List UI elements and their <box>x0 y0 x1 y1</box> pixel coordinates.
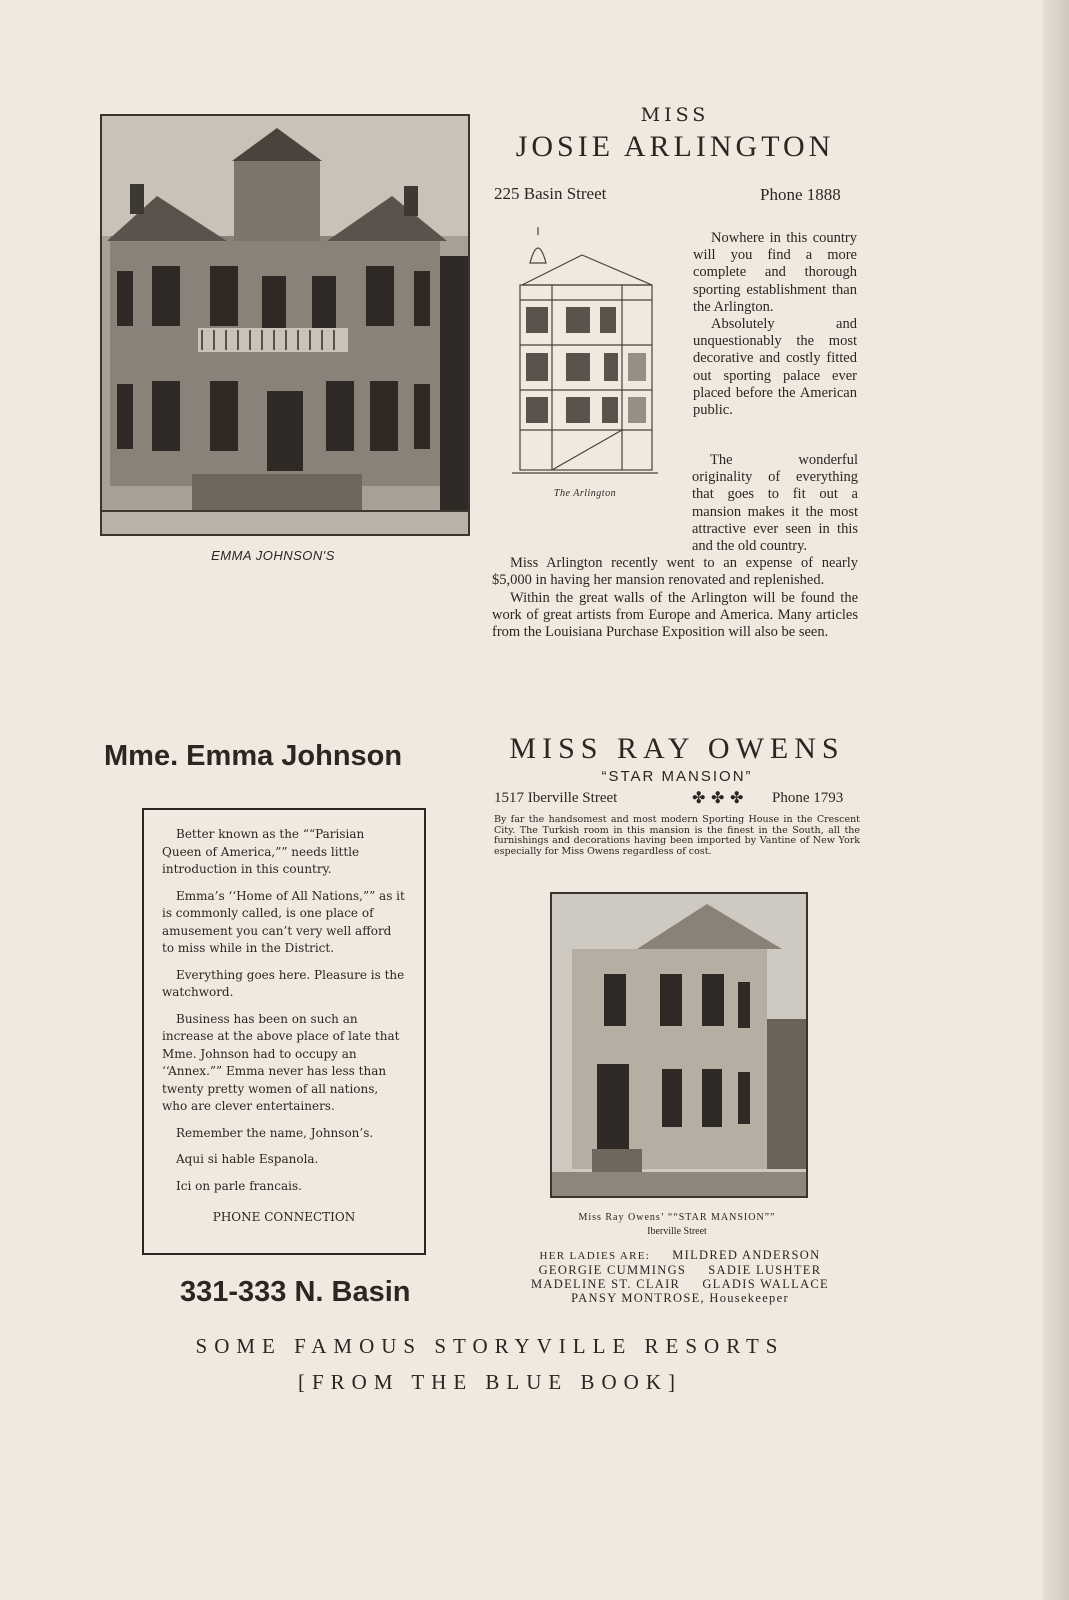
lady-name: GEORGIE CUMMINGS <box>538 1263 687 1277</box>
emma-johnson-photo-caption: EMMA JOHNSON'S <box>211 548 335 563</box>
arlington-body-narrow <box>693 230 857 419</box>
lady-name: MADELINE ST. CLAIR <box>531 1277 681 1291</box>
footer-subtitle: [FROM THE BLUE BOOK] <box>297 1370 683 1394</box>
owens-description: By far the handsomest and most modern Sporting House in the Crescent City. The Turkish room in this mansion is the finest in the South, all the furnishings and decorations having been imported by Vantine of New York especially for Miss Owens regardless of cost. <box>494 814 860 857</box>
star-mansion-caption-1: Miss Ray Owens’ ““STAR MANSION”” <box>578 1212 776 1223</box>
arlington-drawing <box>512 225 658 480</box>
arlington-address: 225 Basin Street <box>494 184 607 203</box>
owens-ladies-block <box>490 1248 870 1305</box>
lady-name: SADIE LUSHTER <box>708 1263 822 1277</box>
owens-name: MISS RAY OWENS <box>509 732 845 765</box>
arlington-paragraph-3: The wonderful originality of everything that goes to fit out a mansion makes it the most attractive ever seen in this and the old country. <box>692 452 858 555</box>
star-mansion-caption-2: Iberville Street <box>647 1226 707 1237</box>
emma-paragraph-3: Everything goes here. Pleasure is the watchword. <box>162 967 405 999</box>
owens-phone: Phone 1793 <box>772 790 844 806</box>
arlington-paragraph-4: Miss Arlington recently went to an expense of nearly $5,000 in having her mansion renovated and replenished. <box>492 555 858 589</box>
emma-johnson-title: Mme. Emma Johnson <box>104 740 403 772</box>
emma-johnson-house-photo <box>100 114 470 536</box>
arlington-phone: Phone 1888 <box>760 185 841 204</box>
emma-paragraph-2: Emma’s ‘‘Home of All Nations,”” as it is commonly called, is one place of amusement you can’t very well afford to miss while in the District. <box>162 888 405 955</box>
emma-paragraph-1: Better known as the ““Parisian Queen of America,”” needs little introduction in this country. <box>162 827 365 876</box>
emma-paragraph-4: Business has been on such an increase at the above place of late that Mme. Johnson had to occupy an ‘‘Annex.”” Emma never has less than twenty pretty women of all nations, who are clever entertainers. <box>162 1011 400 1113</box>
footer-title: SOME FAMOUS STORYVILLE RESORTS <box>195 1334 785 1358</box>
emma-johnson-box <box>142 808 426 1255</box>
owens-ornament: ✤ ✤ ✤ <box>692 788 744 807</box>
page-edge <box>1043 0 1069 1600</box>
star-mansion-photo <box>550 892 808 1198</box>
ladies-row-4 <box>490 1291 870 1305</box>
emma-paragraph-5: Remember the name, Johnson’s. <box>176 1125 374 1140</box>
lady-name: GLADIS WALLACE <box>702 1277 829 1291</box>
emma-paragraph-7: Ici on parle francais. <box>176 1178 302 1193</box>
arlington-paragraph-5: Within the great walls of the Arlington will be found the work of great artists from Europe and America. Many articles from the Louisiana Purchase Exposition will also be seen. <box>492 589 858 641</box>
arlington-drawing-caption: The Arlington <box>553 488 617 499</box>
mansion-illustration <box>552 894 806 1196</box>
owens-subtitle: “STAR MANSION” <box>601 768 753 785</box>
arlington-name: JOSIE ARLINGTON <box>515 130 835 163</box>
ladies-label: HER LADIES ARE: <box>539 1250 651 1262</box>
arlington-miss-label: MISS <box>640 104 710 126</box>
ladies-row-1 <box>490 1248 870 1263</box>
emma-paragraph-6: Aqui si hable Espanola. <box>176 1152 319 1166</box>
arlington-body-wide <box>492 452 858 641</box>
ladies-row-3 <box>490 1277 870 1291</box>
arlington-paragraph-1: Nowhere in this country will you find a more complete and thorough sporting establishment than the Arlington. <box>693 230 857 315</box>
lady-name: MILDRED ANDERSON <box>672 1248 821 1262</box>
arlington-paragraph-2: Absolutely and unquestionably the most decorative and costly fitted out sporting palace ever placed before the American public. <box>693 316 857 419</box>
housekeeper: PANSY MONTROSE, Housekeeper <box>571 1291 789 1305</box>
emma-johnson-address: 331-333 N. Basin <box>180 1276 411 1308</box>
ladies-row-2 <box>490 1263 870 1277</box>
house-illustration <box>102 116 468 534</box>
emma-phone-connection: PHONE CONNECTION <box>212 1210 356 1224</box>
arlington-building-icon <box>512 225 658 480</box>
owens-address: 1517 Iberville Street <box>494 790 618 806</box>
